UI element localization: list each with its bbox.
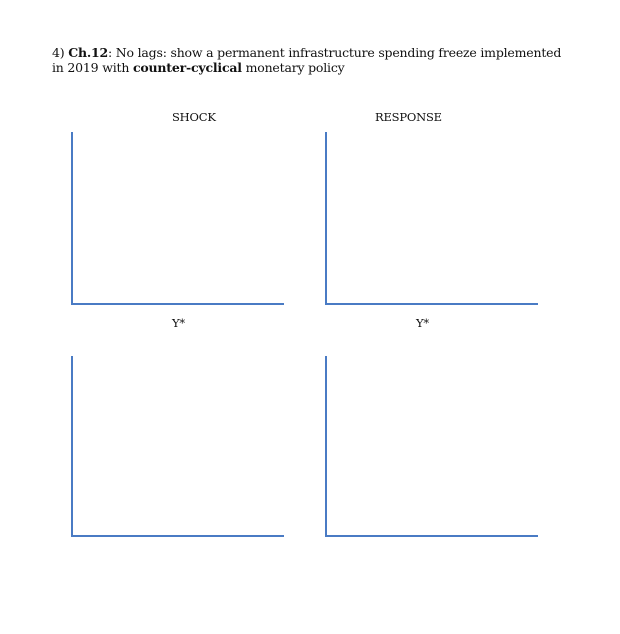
question-emphasis: counter-cyclical [132, 60, 242, 75]
question-number: 4) [52, 45, 65, 60]
bottom-right-graph[interactable] [325, 356, 538, 537]
question-body-2: monetary policy [241, 60, 345, 75]
shock-title: SHOCK [172, 110, 216, 124]
question-chapter: Ch.12 [68, 45, 109, 60]
top-left-graph[interactable] [71, 132, 284, 305]
ystar-label-left: Y* [172, 316, 185, 330]
question-body-1: : No lags: show a permanent infrastructure spending freeze implemented in 2019 with [52, 45, 562, 75]
top-right-graph[interactable] [325, 132, 538, 305]
bottom-left-graph[interactable] [71, 356, 284, 537]
response-title: RESPONSE [375, 110, 442, 124]
ystar-label-right: Y* [416, 316, 429, 330]
